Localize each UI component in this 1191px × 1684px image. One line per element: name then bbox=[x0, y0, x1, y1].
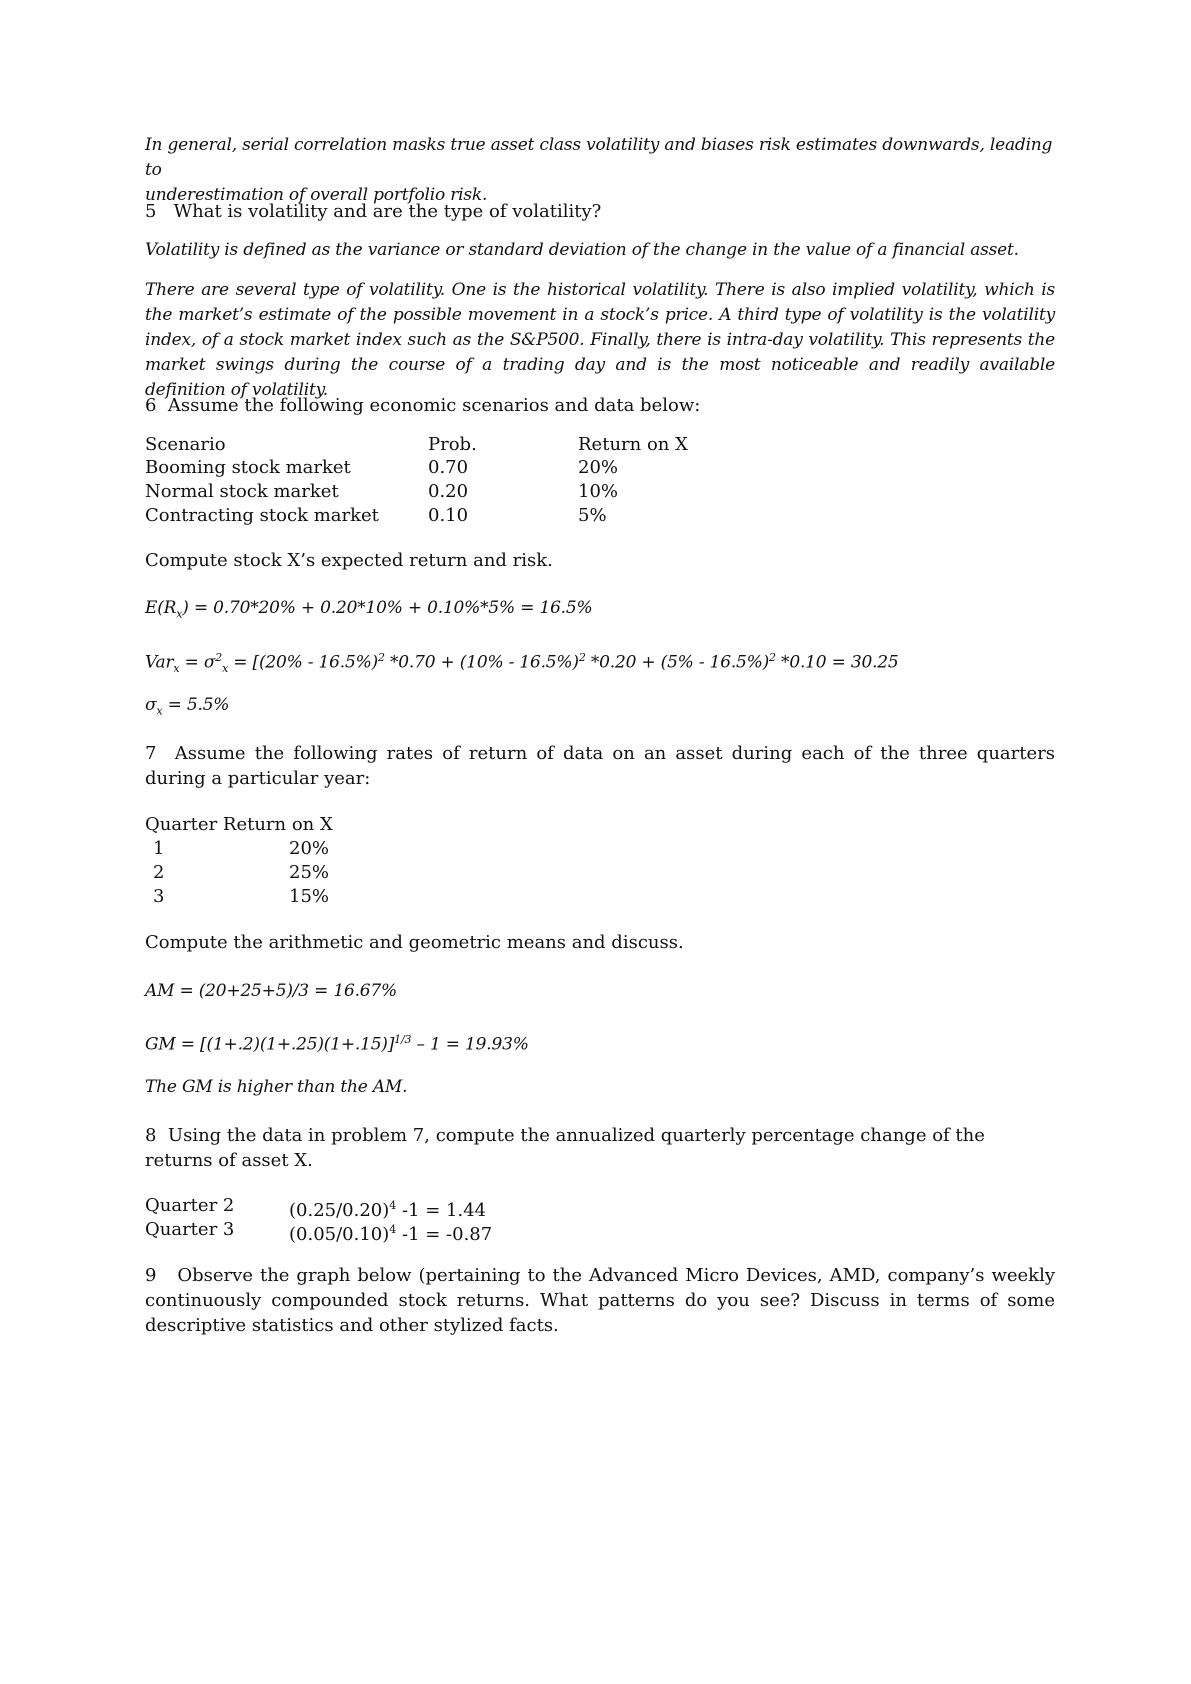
table-cell: 20% bbox=[289, 838, 330, 859]
table-cell: $(0.25/0.20)^4$ -1 = 1.44 bbox=[289, 1199, 487, 1221]
table-cell: Quarter 2 bbox=[145, 1195, 235, 1216]
table-cell: 5% bbox=[578, 505, 607, 526]
table-cell: $(0.05/0.10)^4$ -1 = -0.87 bbox=[289, 1223, 493, 1245]
table-cell: 3 bbox=[153, 886, 165, 907]
q6-prompt: Compute stock X’s expected return and risk. bbox=[145, 550, 553, 571]
volatility-types-paragraph: There are several type of volatility. One is the historical volatility. There is also implied volatility, which is the market’s estimate of the possible movement in a stock’s price. A third type of volatility is the volatility index, of a stock market index such as the S&P500. Finally, there is intra-day volatility. This represents the market swings during the course of a trading day and is the most noticeable and readily available definition of volatility. bbox=[145, 280, 1055, 400]
table-cell: 25% bbox=[289, 862, 330, 883]
table-cell: 0.10 bbox=[428, 505, 469, 526]
table-cell: 20% bbox=[578, 457, 619, 478]
question-8 bbox=[145, 1123, 1055, 1173]
table-cell: 10% bbox=[578, 481, 619, 502]
question-text: Observe the graph below (pertaining to the Advanced Micro Devices, AMD, company’s weekly continuously compounded stock returns. What patterns do you see? Discuss in terms of some descriptive statistics and other stylized facts. bbox=[145, 1265, 1055, 1336]
table-header-row: Quarter Return on X bbox=[145, 814, 333, 835]
question-text: Assume the following rates of return of data on an asset during each of the three quarters during a particular year: bbox=[145, 743, 1055, 789]
table-cell: Normal stock market bbox=[145, 481, 339, 502]
expected-return-formula: $E(R_x) = 0.70*20\% + 0.20*10\% + 0.10\%*5\% = 16.5\%$ bbox=[145, 598, 593, 621]
question-number: 6 bbox=[145, 395, 157, 416]
question-number: 9 bbox=[145, 1265, 157, 1286]
arithmetic-mean-formula: AM = (20+25+5)/3 = 16.67% bbox=[145, 981, 397, 1001]
variance-formula: $Var_x = \sigma^2_x = [(20\% - 16.5\%)^2$ *0.70 + (10% - 16.5%)$^2$ *0.20 + (5% - 16.5%)$^2$ *0.10 = 30.25 bbox=[145, 651, 899, 676]
header-scenario: Scenario bbox=[145, 434, 226, 455]
q7-prompt: Compute the arithmetic and geometric means and discuss. bbox=[145, 932, 684, 953]
header-return: Return on X bbox=[578, 434, 688, 455]
question-number: 5 bbox=[145, 201, 157, 222]
table-cell: Booming stock market bbox=[145, 457, 351, 478]
question-number: 7 bbox=[145, 743, 157, 764]
geometric-mean-formula: GM = $[(1+.2)(1+.25)(1+.15)]^{1/3} - 1 = 19.93\%$ bbox=[145, 1033, 529, 1055]
table-cell: 0.20 bbox=[428, 481, 469, 502]
table-cell: 2 bbox=[153, 862, 165, 883]
question-9 bbox=[145, 1263, 1055, 1338]
table-cell: 0.70 bbox=[428, 457, 469, 478]
text-line: underestimation of overall portfolio risk. bbox=[145, 185, 488, 205]
question-6 bbox=[145, 393, 1055, 418]
std-dev-formula: $\sigma_x = 5.5\%$ bbox=[145, 695, 230, 718]
text-line: In general, serial correlation masks true asset class volatility and biases risk estimates downwards, leading to bbox=[145, 135, 1053, 180]
question-text: Using the data in problem 7, compute the annualized quarterly percentage change of the returns of asset X. bbox=[145, 1125, 985, 1171]
table-cell: Quarter 3 bbox=[145, 1219, 235, 1240]
header-prob: Prob. bbox=[428, 434, 477, 455]
table-cell: 1 bbox=[153, 838, 165, 859]
question-number: 8 bbox=[145, 1125, 157, 1146]
table-cell: 15% bbox=[289, 886, 330, 907]
question-text: Assume the following economic scenarios and data below: bbox=[167, 395, 701, 416]
volatility-definition: Volatility is defined as the variance or standard deviation of the change in the value of a financial asset. bbox=[145, 240, 1019, 260]
question-text: What is volatility and are the type of volatility? bbox=[173, 201, 602, 222]
question-5 bbox=[145, 199, 1055, 224]
q7-conclusion: The GM is higher than the AM. bbox=[145, 1077, 408, 1097]
table-cell: Contracting stock market bbox=[145, 505, 379, 526]
serial-correlation-paragraph bbox=[145, 133, 1055, 208]
question-7 bbox=[145, 741, 1055, 791]
